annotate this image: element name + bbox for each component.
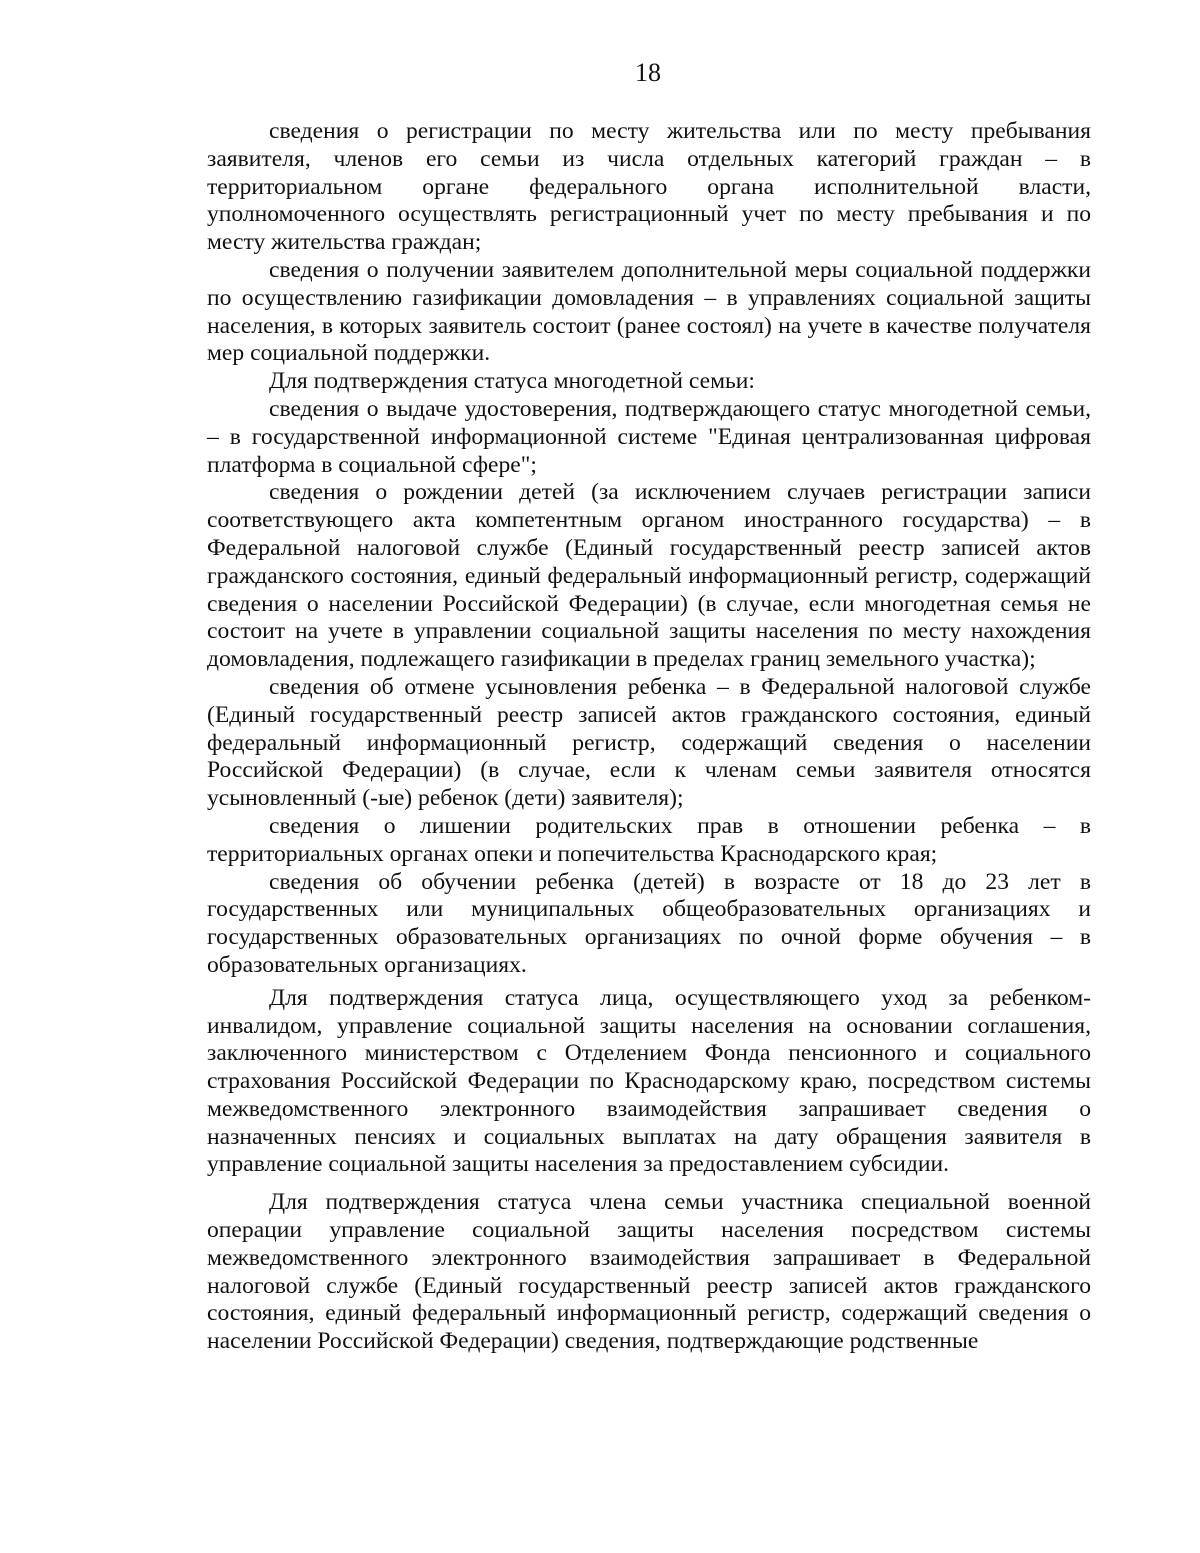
paragraph-registration-info: сведения о регистрации по месту жительства или по месту пребывания заявителя, членов его семьи из числа отдельных категорий граждан – в территориальном органе федерального органа исполнительной власти, уполномоченного осуществлять регистрационный учет по месту пребывания и по месту жительства граждан;: [207, 118, 1091, 256]
paragraph-adoption-cancel-info: сведения об отмене усыновления ребенка – в Федеральной налоговой службе (Единый государственный реестр записей актов гражданского состояния, единый федеральный информационный регистр, содержащий сведения о населении Российской Федерации) (в случае, если к членам семьи заявителя относятся усыновленный (-ые) ребенок (дети) заявителя);: [207, 673, 1091, 812]
paragraph-caregiver-status: Для подтверждения статуса лица, осуществляющего уход за ребенком-инвалидом, управление социальной защиты населения на основании соглашения, заключенного министерством с Отделением Фонда пенсионного и социального страхования Российской Федерации по Краснодарскому краю, посредством системы межведомственного электронного взаимодействия запрашивает сведения о назначенных пенсиях и социальных выплатах на дату обращения заявителя в управление социальной защиты населения за предоставлением субсидии.: [207, 984, 1091, 1178]
paragraph-military-family-status: Для подтверждения статуса члена семьи участника специальной военной операции управление социальной защиты населения посредством системы межведомственного электронного взаимодействия запрашивает в Федеральной налоговой службе (Единый государственный реестр записей актов гражданского состояния, единый федеральный информационный регистр, содержащий сведения о населении Российской Федерации) сведения, подтверждающие родственные: [207, 1189, 1091, 1355]
paragraph-certificate-info: сведения о выдаче удостоверения, подтверждающего статус многодетной семьи, – в государственной информационной системе "Единая централизованная цифровая платформа в социальной сфере";: [207, 395, 1091, 478]
paragraph-parental-rights-info: сведения о лишении родительских прав в отношении ребенка – в территориальных органах опеки и попечительства Краснодарского края;: [207, 812, 1091, 867]
paragraph-large-family-heading: Для подтверждения статуса многодетной семьи:: [269, 368, 755, 395]
page-number: 18: [635, 58, 661, 87]
document-body: [207, 118, 1091, 1356]
paragraph-education-info: сведения об обучении ребенка (детей) в возрасте от 18 до 23 лет в государственных или муниципальных общеобразовательных организациях и государственных образовательных организациях по очной форме обучения – в образовательных организациях.: [207, 868, 1091, 978]
paragraph-gasification-support: сведения о получении заявителем дополнительной меры социальной поддержки по осуществлению газификации домовладения – в управлениях социальной защиты населения, в которых заявитель состоит (ранее состоял) на учете в качестве получателя мер социальной поддержки.: [207, 256, 1091, 367]
paragraph-birth-info: сведения о рождении детей (за исключением случаев регистрации записи соответствующего акта компетентным органом иностранного государства) – в Федеральной налоговой службе (Единый государственный реестр записей актов гражданского состояния, единый федеральный информационный регистр, содержащий сведения о населении Российской Федерации) (в случае, если многодетная семья не состоит на учете в управлении социальной защиты населения по месту нахождения домовладения, подлежащего газификации в пределах границ земельного участка);: [207, 479, 1091, 673]
